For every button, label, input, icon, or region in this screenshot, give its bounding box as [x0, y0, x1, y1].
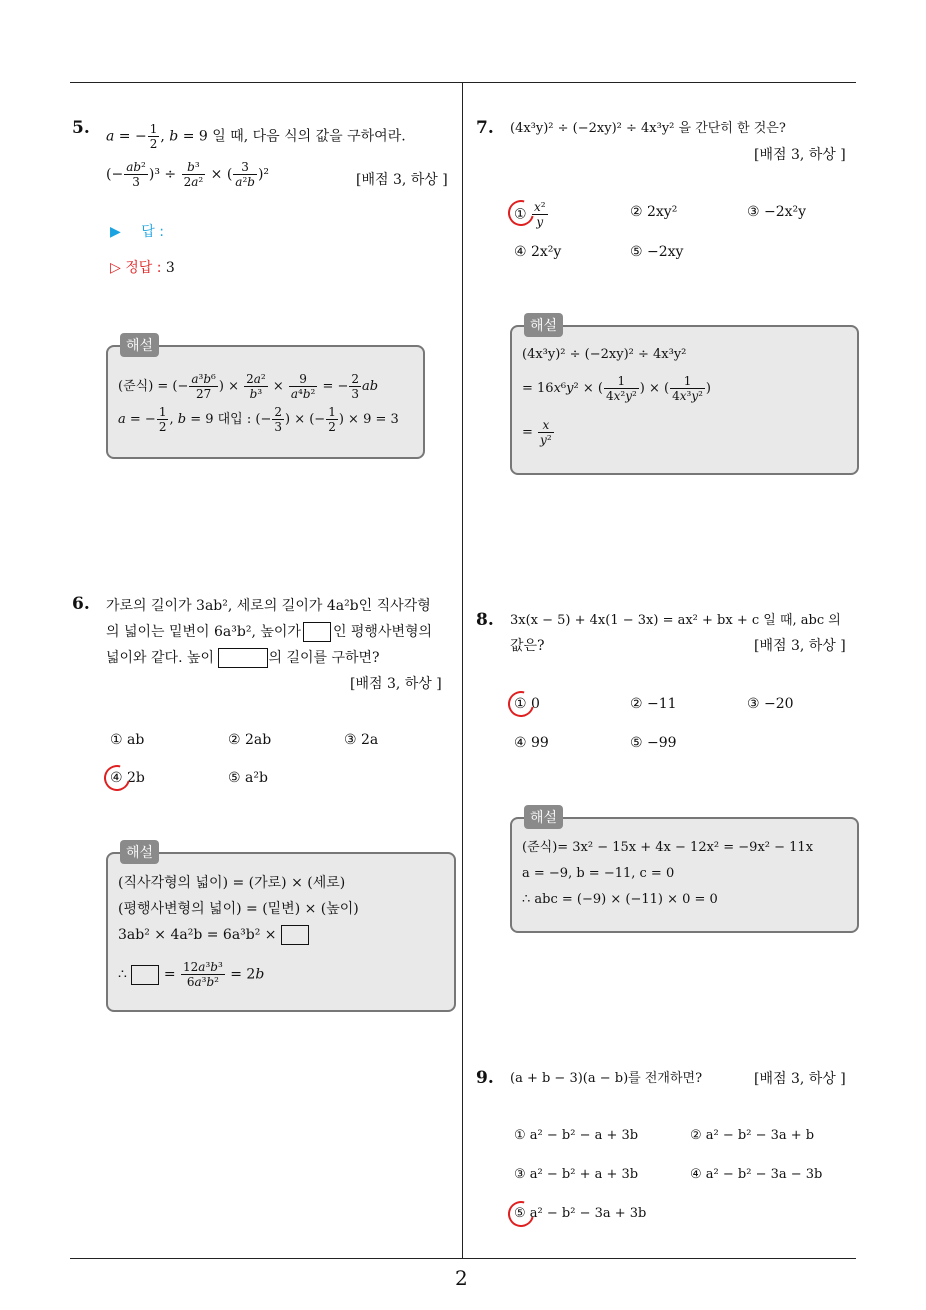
q5-answer-row — [110, 222, 164, 242]
q6-choice-1[interactable]: ① ab — [110, 732, 145, 748]
q9-choice-3[interactable]: ③ a² − b² + a + 3b — [514, 1167, 639, 1182]
q7-choice-3[interactable]: ③ −2x²y — [747, 204, 807, 220]
q7-explanation-line3: = $\frac{x}{\text{y²}}$ — [522, 418, 552, 447]
q7-points: [배점 3, 하상 ] — [754, 147, 846, 163]
q8-line2: 값은? — [510, 638, 545, 654]
q5-correct-label: 정답 : — [125, 260, 162, 276]
q6-choice-3[interactable]: ③ 2a — [344, 732, 379, 748]
q8-choice-4[interactable]: ④ 99 — [514, 735, 549, 751]
q7-prompt: (4x³y)² ÷ (−2xy)² ÷ 4x³y² 을 간단히 한 것은? — [510, 121, 786, 136]
q6-choice-4[interactable]: ④ 2b — [110, 770, 145, 786]
q8-number: 8. — [476, 610, 494, 630]
q9-choice-5[interactable]: ⑤ a² − b² − 3a + 3b — [514, 1206, 647, 1221]
q6-explanation-blank — [281, 925, 309, 945]
q5-explanation-line2: a = − $\frac{1}{2}$ , b = 9 대입 : (− $\frac{2}{3}$ ) × (− $\frac{1}{2}$ ) × 9 = 3 — [118, 405, 399, 434]
q7-number: 7. — [476, 118, 494, 138]
q8-explanation-line2: a = −9, b = −11, c = 0 — [522, 866, 675, 881]
q6-blank-box-2 — [218, 648, 268, 668]
q5-correct-value: 3 — [165, 260, 175, 276]
q5-points: [배점 3, 하상 ] — [356, 172, 448, 188]
q9-number: 9. — [476, 1068, 494, 1088]
q8-line1: 3x(x − 5) + 4x(1 − 3x) = ax² + bx + c 일 때, abc 의 — [510, 613, 841, 628]
q8-choice-2[interactable]: ② −11 — [630, 696, 677, 712]
q9-answer-circle-icon — [503, 1196, 539, 1232]
q6-explanation-line2: (평행사변형의 넓이) = (밑변) × (높이) — [118, 901, 359, 917]
q8-choice-3[interactable]: ③ −20 — [747, 696, 794, 712]
q6-blank-box — [303, 622, 331, 642]
bottom-rule — [70, 1258, 856, 1259]
q6-explanation-line4: ∴ = $\frac{\text{12a³b³}}{\text{6a³b²}}$ = 2b — [118, 960, 265, 989]
q5-explanation-box — [106, 345, 425, 459]
q9-choice-4[interactable]: ④ a² − b² − 3a − 3b — [690, 1167, 823, 1182]
outline-arrow-icon: ▷ — [110, 260, 121, 276]
q6-answer-circle-icon — [99, 760, 135, 796]
q6-choice-2[interactable]: ② 2ab — [228, 732, 272, 748]
q6-explanation-tag: 해설 — [120, 840, 159, 864]
q8-explanation-line1: (준식)= 3x² − 15x + 4x − 12x² = −9x² − 11x — [522, 840, 814, 855]
q6-choice-5[interactable]: ⑤ a²b — [228, 770, 268, 786]
q9-points: [배점 3, 하상 ] — [754, 1071, 846, 1087]
q5-prompt: a = − $\frac{1}{2}$ , b = 9 일 때, 다음 식의 값을 구하여라. — [106, 122, 406, 151]
q7-explanation-line2: = 16x⁶y² × ( $\frac{1}{\text{4x²y²}}$ ) × ( $\frac{1}{\text{4x³y²}}$ ) — [522, 374, 711, 403]
q7-explanation-line1: (4x³y)² ÷ (−2xy)² ÷ 4x³y² — [522, 347, 687, 362]
q6-points: [배점 3, 하상 ] — [350, 676, 442, 692]
q5-explanation-tag: 해설 — [120, 333, 159, 357]
q8-choice-5[interactable]: ⑤ −99 — [630, 735, 677, 751]
column-divider — [462, 82, 463, 1259]
q9-choice-2[interactable]: ② a² − b² − 3a + b — [690, 1128, 815, 1143]
q7-explanation-tag: 해설 — [524, 313, 563, 337]
q6-line3: 넓이와 같다. 높이 의 길이를 구하면? — [106, 650, 380, 666]
q5-correct-row — [110, 258, 175, 278]
play-arrow-icon: ▶ — [110, 224, 121, 240]
q8-explanation-tag: 해설 — [524, 805, 563, 829]
q9-prompt: (a + b − 3)(a − b)를 전개하면? — [510, 1071, 703, 1086]
q8-choice-1[interactable]: ① 0 — [514, 696, 540, 712]
q8-points: [배점 3, 하상 ] — [754, 638, 846, 654]
q8-explanation-line3: ∴ abc = (−9) × (−11) × 0 = 0 — [522, 892, 718, 907]
q6-line2: 의 넓이는 밑변이 6a³b², 높이가 인 평행사변형의 — [106, 624, 433, 640]
top-rule — [70, 82, 856, 83]
q5-explanation-line1: (준식) = (− $\frac{\text{a³b⁶}}{27}$ ) × $\frac{\text{2a²}}{\text{b³}}$ × $\frac{9}{\text{a⁴b²}}$ = − $\frac{2}{3}$ ab — [118, 372, 379, 401]
q9-choice-1[interactable]: ① a² − b² − a + 3b — [514, 1128, 639, 1143]
page-number: 2 — [455, 1266, 468, 1290]
q5-answer-label: 답 : — [141, 224, 164, 240]
q7-choice-4[interactable]: ④ 2x²y — [514, 244, 562, 260]
q7-choice-1[interactable]: ① $\frac{\text{x²}}{y}$ — [514, 200, 546, 229]
q6-line1: 가로의 길이가 3ab², 세로의 길이가 4a²b인 직사각형 — [106, 598, 431, 614]
q7-choice-2[interactable]: ② 2xy² — [630, 204, 678, 220]
q6-number: 6. — [72, 594, 90, 614]
q7-choice-5[interactable]: ⑤ −2xy — [630, 244, 684, 260]
q6-explanation-line3: 3ab² × 4a²b = 6a³b² × — [118, 925, 309, 945]
q8-answer-circle-icon — [503, 686, 539, 722]
q5-expression: (− $\frac{\text{ab²}}{3}$ )³ ÷ $\frac{\text{b³}}{\text{2a²}}$ × ( $\frac{3}{\text{a²b}}$ )² — [106, 160, 270, 189]
q6-explanation-line1: (직사각형의 넓이) = (가로) × (세로) — [118, 875, 346, 891]
q5-number: 5. — [72, 118, 90, 138]
